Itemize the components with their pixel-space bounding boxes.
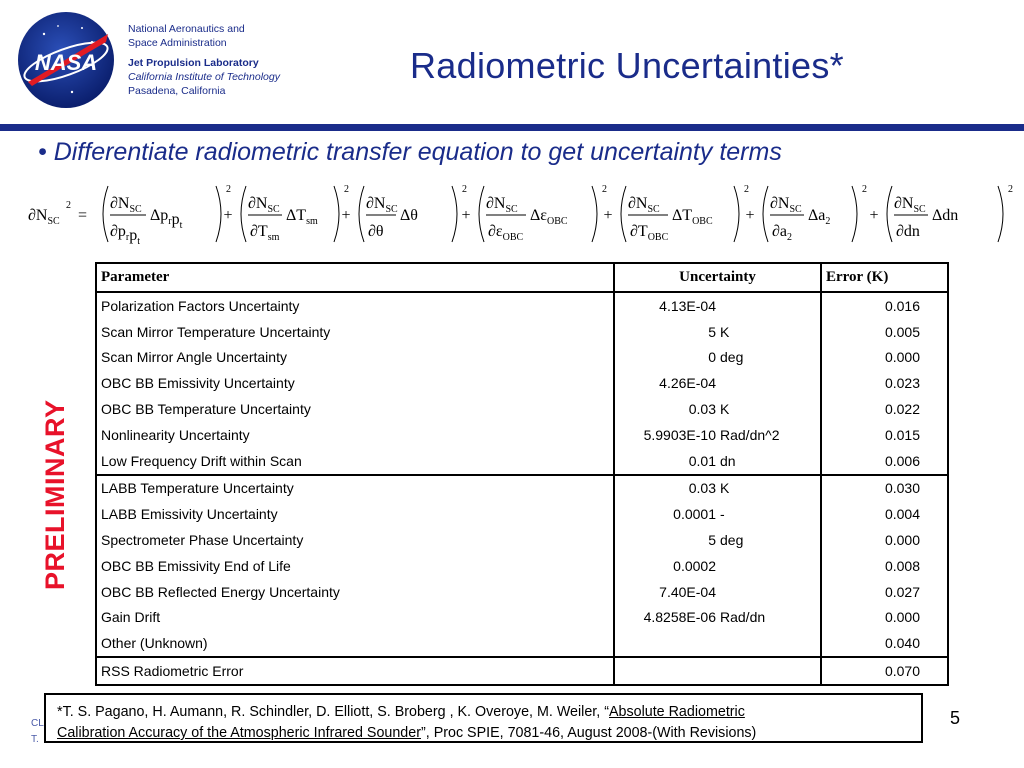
table-row (96, 319, 948, 345)
open-paren (241, 186, 246, 242)
partial-denominator: ∂θ (368, 223, 384, 240)
uncertainty-value-cell: 4.26E-04 (614, 370, 720, 396)
footnote-suffix: ”, Proc SPIE, 7081-46, August 2008-(With Revisions) (420, 725, 757, 741)
nasa-logo (10, 4, 122, 116)
close-paren (852, 186, 857, 242)
uncertainty-value-cell (614, 657, 720, 685)
uncertainty-value-cell: 0.03 (614, 475, 720, 502)
delta-term: $\Delta p_rp_t$ (150, 207, 183, 231)
partial-denominator: ∂dn (896, 223, 920, 240)
delta-term: $\Delta\varepsilon_{OBC}$ (530, 207, 568, 227)
table-row (96, 448, 948, 475)
uncertainty-value-cell: 5.9903E-10 (614, 422, 720, 448)
open-paren (103, 186, 108, 242)
uncertainty-unit-cell: dn (720, 452, 736, 469)
uncertainty-table (95, 262, 949, 686)
partial-numerator: $\partial N_{SC}$ (486, 195, 518, 215)
error-cell: 0.023 (821, 370, 948, 396)
error-cell: 0.022 (821, 396, 948, 422)
equals-sign: = (78, 207, 88, 224)
uncertainty-unit-cell: Rad/dn (720, 609, 766, 626)
uncertainty-value-cell: 4.8258E-06 (614, 605, 720, 631)
error-cell: 0.000 (821, 605, 948, 631)
parameter-cell: Scan Mirror Temperature Uncertainty (101, 323, 331, 340)
slide-title: Radiometric Uncertainties* (410, 45, 844, 86)
bullet-text: • Differentiate radiometric transfer equation to get uncertainty terms (38, 138, 782, 166)
parameter-cell: Gain Drift (101, 609, 161, 626)
table-row (96, 345, 948, 371)
open-paren (479, 186, 484, 242)
uncertainty-unit-cell (720, 370, 821, 396)
plus-sign: + (341, 207, 351, 224)
table-row (96, 553, 948, 579)
open-paren (763, 186, 768, 242)
partial-numerator: $\partial N_{SC}$ (110, 195, 142, 215)
table-row (96, 605, 948, 631)
uncertainty-value-cell: 5 (614, 527, 720, 553)
parameter-cell: Nonlinearity Uncertainty (101, 426, 250, 443)
delta-term: Δθ (400, 207, 418, 224)
table-row (96, 370, 948, 396)
uncertainty-unit-cell (720, 553, 821, 579)
organization-block (128, 22, 280, 98)
table-header-row (96, 263, 948, 292)
partial-numerator: $\partial N_{SC}$ (628, 195, 660, 215)
close-paren (592, 186, 597, 242)
footnote-link-part-1[interactable]: Absolute Radiometric (609, 704, 745, 720)
delta-term: $\Delta T_{OBC}$ (672, 207, 713, 227)
obscured-footer-text: CL T. (31, 718, 44, 745)
error-cell: 0.004 (821, 501, 948, 527)
open-paren (621, 186, 626, 242)
parameter-cell: Other (Unknown) (101, 635, 208, 652)
partial-denominator: $\partial a_2$ (772, 223, 793, 243)
uncertainty-value-cell: 7.40E-04 (614, 579, 720, 605)
parameter-cell: Polarization Factors Uncertainty (101, 297, 300, 314)
lab-name: Jet Propulsion Laboratory (128, 57, 259, 69)
uncertainty-unit-cell (720, 630, 821, 657)
error-cell: 0.008 (821, 553, 948, 579)
header-parameter: Parameter (96, 263, 614, 292)
partial-denominator: $\partial p_rp_t$ (110, 223, 141, 247)
location: Pasadena, California (128, 85, 226, 97)
table-row (96, 396, 948, 422)
partial-numerator: $\partial N_{SC}$ (894, 195, 926, 215)
plus-sign: + (461, 207, 471, 224)
uncertainty-unit-cell: Rad/dn^2 (720, 426, 780, 443)
error-cell: 0.006 (821, 448, 948, 475)
equation-exponent: 2 (744, 184, 749, 195)
parameter-cell: LABB Temperature Uncertainty (96, 475, 614, 502)
uncertainty-unit-cell (720, 292, 821, 319)
table-row (96, 292, 948, 319)
uncertainty-unit-cell: - (720, 506, 725, 523)
uncertainty-unit-cell: deg (720, 532, 744, 549)
error-cell: 0.027 (821, 579, 948, 605)
uncertainty-value-cell: 0.01 (614, 448, 720, 475)
parameter-cell: Scan Mirror Angle Uncertainty (101, 349, 287, 366)
org-line-1: National Aeronautics and (128, 23, 245, 35)
uncertainty-value-cell: 0.0001 (614, 501, 720, 527)
parameter-cell: Spectrometer Phase Uncertainty (101, 532, 304, 549)
open-paren (359, 186, 364, 242)
error-cell: 0.030 (821, 475, 948, 502)
uncertainty-unit-cell: deg (720, 349, 744, 366)
error-cell: 0.040 (821, 630, 948, 657)
open-paren (887, 186, 892, 242)
error-cell: 0.015 (821, 422, 948, 448)
parameter-cell: Low Frequency Drift within Scan (101, 452, 302, 469)
partial-denominator: $\partial T_{sm}$ (250, 223, 280, 243)
close-paren (998, 186, 1003, 242)
delta-term: Δdn (932, 207, 959, 224)
uncertainty-value-cell: 0.03 (614, 396, 720, 422)
header-error: Error (K) (821, 263, 948, 292)
header-uncertainty: Uncertainty (614, 263, 821, 292)
org-line-2: Space Administration (128, 37, 227, 49)
error-cell: 0.005 (821, 319, 948, 345)
close-paren (334, 186, 339, 242)
table-row (96, 527, 948, 553)
equation-exponent: 2 (1008, 184, 1013, 195)
delta-term: $\Delta T_{sm}$ (286, 207, 318, 227)
equation-exponent: 2 (226, 184, 231, 195)
institute-name: California Institute of Technology (128, 71, 280, 83)
nasa-logo-text: NASA (34, 50, 98, 75)
table-row (96, 422, 948, 448)
table-row (96, 630, 948, 657)
error-cell: 0.000 (821, 527, 948, 553)
close-paren (734, 186, 739, 242)
delta-term: $\Delta a_2$ (808, 207, 831, 227)
table-row (96, 475, 948, 502)
uncertainty-value-cell: 5 (614, 319, 720, 345)
reference-footnote (44, 693, 923, 743)
uncertainty-unit-cell (720, 657, 821, 685)
error-cell: 0.070 (821, 657, 948, 685)
parameter-cell: OBC BB Emissivity End of Life (101, 557, 291, 574)
uncertainty-unit-cell (720, 579, 821, 605)
plus-sign: + (603, 207, 613, 224)
plus-sign: + (223, 207, 233, 224)
error-cell: 0.000 (821, 345, 948, 371)
uncertainty-unit-cell: K (720, 475, 821, 502)
uncertainty-unit-cell: K (720, 401, 730, 418)
uncertainty-value-cell: 0.0002 (614, 553, 720, 579)
uncertainty-value-cell: 0 (614, 345, 720, 371)
uncertainty-equation (28, 178, 1013, 250)
footnote-link-part-2[interactable]: Calibration Accuracy of the Atmospheric Infrared Sounder (57, 725, 421, 741)
partial-denominator: $\partial T_{OBC}$ (630, 223, 669, 243)
plus-sign: + (869, 207, 879, 224)
equation-exponent: 2 (462, 184, 467, 195)
header-rule (0, 124, 1024, 131)
uncertainty-value-cell (614, 630, 720, 657)
parameter-cell: OBC BB Emissivity Uncertainty (101, 375, 295, 392)
equation-exponent: 2 (862, 184, 867, 195)
partial-denominator: $\partial\varepsilon_{OBC}$ (488, 223, 524, 243)
plus-sign: + (745, 207, 755, 224)
footnote-prefix: *T. S. Pagano, H. Aumann, R. Schindler, D. Elliott, S. Broberg , K. Overoye, M. Weiler, “ (57, 704, 609, 720)
equation-exponent: 2 (602, 184, 607, 195)
partial-numerator: $\partial N_{SC}$ (366, 195, 398, 215)
preliminary-stamp: PRELIMINARY (40, 399, 70, 590)
uncertainty-value-cell: 4.13E-04 (614, 292, 720, 319)
equation-lhs: $\partial N_{SC}$ (28, 207, 60, 227)
table-row (96, 579, 948, 605)
parameter-cell: OBC BB Temperature Uncertainty (101, 401, 311, 418)
close-paren (216, 186, 221, 242)
partial-numerator: $\partial N_{SC}$ (248, 195, 280, 215)
parameter-cell: OBC BB Reflected Energy Uncertainty (101, 583, 340, 600)
total-row (96, 657, 948, 685)
parameter-cell: RSS Radiometric Error (96, 657, 614, 685)
equation-exponent: 2 (344, 184, 349, 195)
parameter-cell: LABB Emissivity Uncertainty (101, 506, 278, 523)
error-cell: 0.016 (821, 292, 948, 319)
partial-numerator: $\partial N_{SC}$ (770, 195, 802, 215)
equation-exponent: 2 (66, 200, 71, 211)
close-paren (452, 186, 457, 242)
uncertainty-unit-cell: K (720, 323, 730, 340)
page-number: 5 (950, 708, 961, 728)
table-row (96, 501, 948, 527)
